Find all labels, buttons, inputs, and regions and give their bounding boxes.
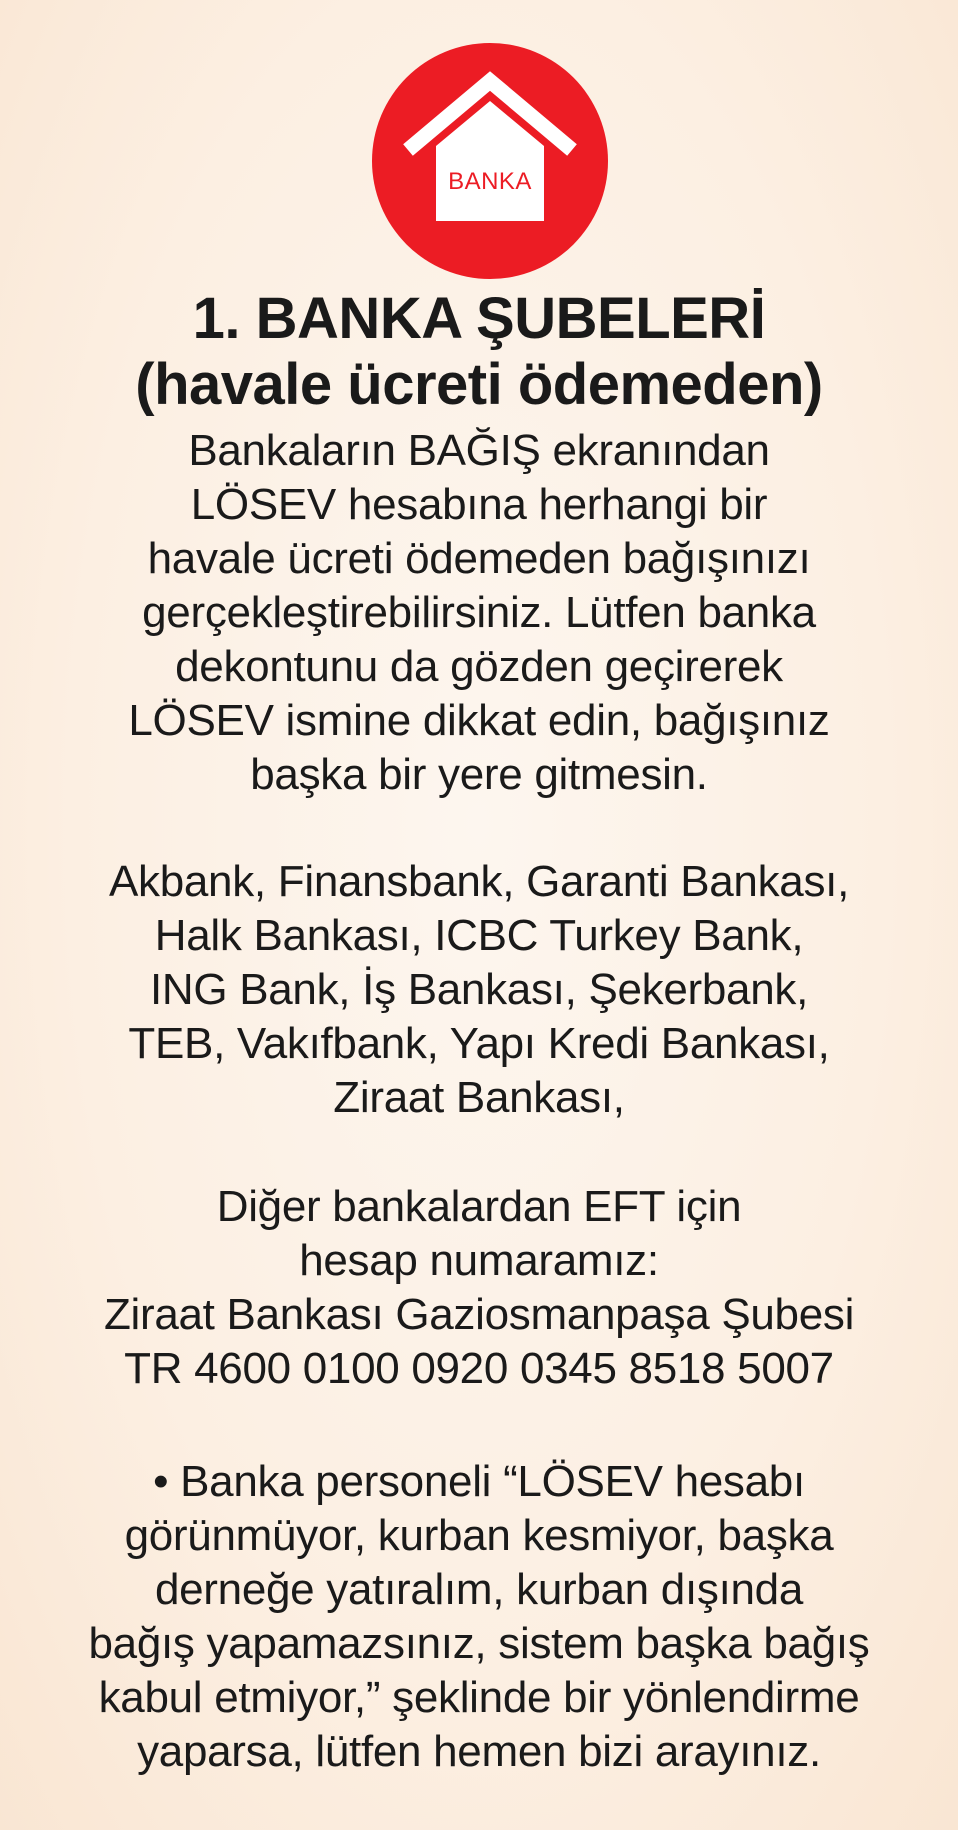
warning-paragraph: [30, 1455, 928, 1779]
intro-line: başka bir yere gitmesin.: [250, 750, 708, 799]
intro-line: dekontunu da gözden geçirerek: [175, 642, 783, 691]
intro-line: Bankaların BAĞIŞ ekranından: [188, 426, 770, 475]
logo-label: BANKA: [448, 168, 532, 195]
eft-account-info: [30, 1180, 928, 1396]
bank-list: [30, 855, 928, 1125]
title-line: 1. BANKA ŞUBELERİ: [192, 286, 766, 351]
iban-number: TR 4600 0100 0920 0345 8518 5007: [124, 1344, 834, 1393]
bank-list-line: ING Bank, İş Bankası, Şekerbank,: [149, 965, 809, 1014]
bank-list-line: Halk Bankası, ICBC Turkey Bank,: [154, 911, 804, 960]
bank-list-line: TEB, Vakıfbank, Yapı Kredi Bankası,: [128, 1019, 830, 1068]
eft-line: hesap numaramız:: [299, 1236, 659, 1285]
house-icon: [372, 43, 608, 279]
section-title: [0, 286, 958, 418]
subtitle-line: (havale ücreti ödemeden): [135, 352, 823, 417]
warning-line: bağış yapamazsınız, sistem başka bağış: [88, 1619, 870, 1668]
intro-line: gerçekleştirebilirsiniz. Lütfen banka: [142, 588, 816, 637]
branch-name: Ziraat Bankası Gaziosmanpaşa Şubesi: [103, 1290, 855, 1339]
intro-line: LÖSEV hesabına herhangi bir: [190, 480, 768, 529]
bank-list-line: Akbank, Finansbank, Garanti Bankası,: [108, 857, 850, 906]
intro-line: LÖSEV ismine dikkat edin, bağışınız: [128, 696, 830, 745]
eft-line: Diğer bankalardan EFT için: [216, 1182, 742, 1231]
warning-line: yaparsa, lütfen hemen bizi arayınız.: [137, 1727, 821, 1776]
intro-line: havale ücreti ödemeden bağışınızı: [147, 534, 811, 583]
warning-line: derneğe yatıralım, kurban dışında: [154, 1565, 804, 1614]
intro-paragraph: [30, 424, 928, 802]
bank-logo: [372, 43, 608, 279]
warning-line: kabul etmiyor,” şeklinde bir yönlendirme: [98, 1673, 860, 1722]
warning-line: görünmüyor, kurban kesmiyor, başka: [124, 1511, 834, 1560]
warning-line: • Banka personeli “LÖSEV hesabı: [153, 1457, 805, 1506]
bank-list-line: Ziraat Bankası,: [333, 1073, 625, 1122]
